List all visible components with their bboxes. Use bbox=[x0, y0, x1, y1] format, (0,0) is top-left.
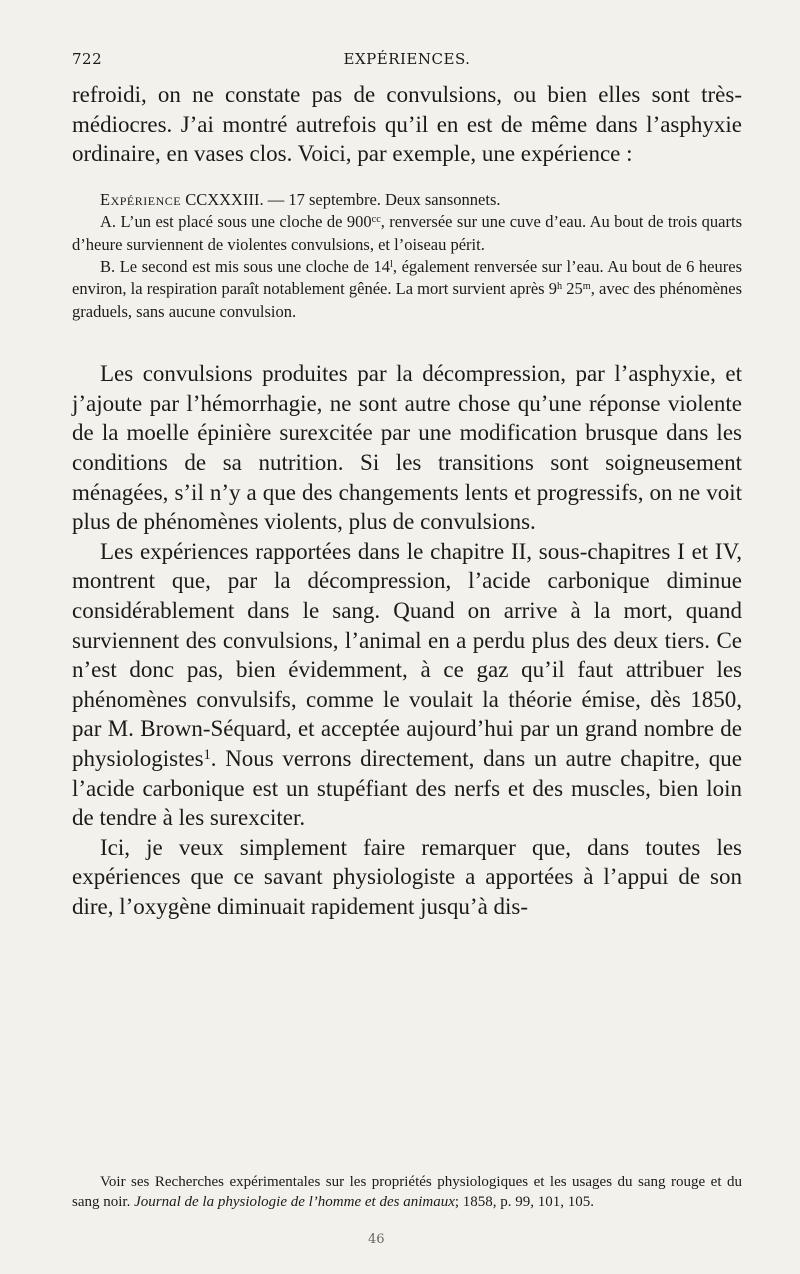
part-b-text-2: , également renversée sur l’eau. Au bout de 6 heures environ, la respiration paraît notablement gênée. La mort survient après 9 bbox=[72, 257, 742, 299]
part-b-text-3: 25 bbox=[562, 279, 583, 299]
paragraph-2: Les convulsions produites par la décompression, par l’asphyxie, et j’ajoute par l’hémorrhagie, ne sont autre chose qu’une réponse violente de la moelle épinière surexcitée par une modification brusque dans les conditions de sa nutrition. Si les transitions sont soigneusement ménagées, s’il n’y a que des changements lents et progressifs, on ne voit plus de phénomènes violents, plus de convulsions. bbox=[72, 361, 742, 535]
paragraph-4: Ici, je veux simplement faire remarquer que, dans toutes les expériences que ce savant physiologiste a apportées à l’appui de son dire, l’oxygène diminuait rapidement jusqu’à dis- bbox=[72, 834, 742, 919]
part-b-sup-1: l bbox=[390, 258, 393, 270]
experiment-part-a bbox=[72, 211, 742, 256]
paragraph-3 bbox=[72, 537, 742, 833]
part-a-text: A. L’un est placé sous une cloche de 900 bbox=[100, 212, 372, 232]
footnote bbox=[72, 1172, 742, 1212]
part-a-sup: cc bbox=[371, 214, 381, 226]
part-b-sup-2: h bbox=[557, 281, 563, 293]
footnote-journal: Journal de la physiologie de l’homme et des animaux bbox=[134, 1194, 455, 1210]
part-b-text-end: , avec des phénomènes graduels, sans aucune convulsion. bbox=[72, 279, 743, 321]
experiment-block bbox=[72, 189, 742, 323]
experiment-part-b bbox=[72, 256, 742, 323]
part-a-text-end: , renversée sur une cuve d’eau. Au bout de trois quarts d’heure surviennent de violentes convulsions, et l’oiseau périt. bbox=[72, 212, 742, 254]
paragraph-3-text: Les expériences rapportées dans le chapitre II, sous-chapitres I et IV, montrent que, par la décompression, l’acide carbonique diminue considérablement dans le sang. Quand on arrive à la mort, quand surviennent des convulsions, l’animal en a perdu plus des deux tiers. Ce n’est donc pas, bien évidemment, à ce gaz qu’il faut attribuer les phénomènes convulsifs, comme le voulait la théorie émise, dès 1850, par M. Brown-Séquard, et acceptée aujourd’hui par un grand nombre de physiologistes bbox=[72, 538, 742, 771]
intro-paragraph: refroidi, on ne constate pas de convulsions, ou bien elles sont très-médiocres. J’ai montré autrefois qu’il en est de même dans l’asphyxie ordinaire, en vases clos. Voici, par exemple, une expérience : bbox=[72, 82, 742, 167]
experiment-title bbox=[72, 189, 742, 211]
footnote-text-end: ; 1858, p. 99, 101, 105. bbox=[454, 1194, 595, 1210]
body-text bbox=[72, 80, 742, 922]
experiment-label: Expérience bbox=[100, 189, 182, 209]
paragraph-3-text-end: . Nous verrons directement, dans un autre chapitre, que l’acide carbonique est un stupéfiant des nerfs et des muscles, bien loin de tendre à les surexciter. bbox=[72, 745, 742, 831]
footnote-marker: 1 bbox=[203, 746, 211, 763]
running-title: EXPÉRIENCES. bbox=[343, 50, 471, 68]
page-header bbox=[72, 50, 742, 76]
experiment-title-rest: CCXXXIII. — 17 septembre. Deux sansonnets. bbox=[181, 189, 501, 209]
footnote-text-start: Voir ses Recherches expérimentales sur les propriétés physiologiques et les usages du sang rouge et du sang noir. bbox=[72, 1174, 742, 1210]
part-b-text: B. Le second est mis sous une cloche de 14 bbox=[100, 257, 391, 276]
signature-mark: 46 bbox=[368, 1232, 385, 1247]
page-number: 722 bbox=[72, 50, 103, 68]
part-b-sup-3: m bbox=[582, 281, 591, 293]
footnote-text bbox=[72, 1172, 742, 1212]
